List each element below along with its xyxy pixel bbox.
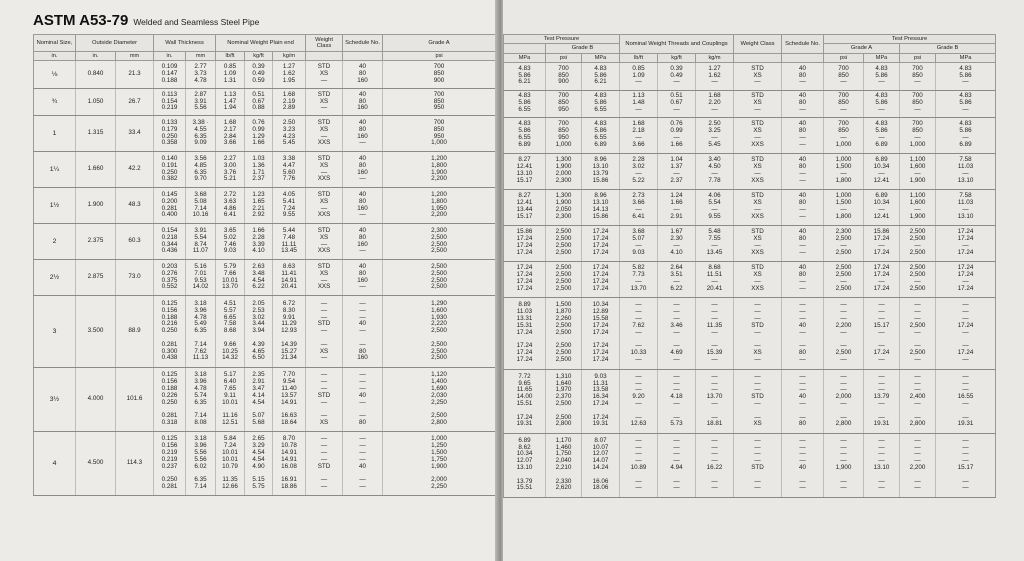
cell-size: 3	[34, 296, 76, 368]
cell-lbft: 1.13 1.47 1.94	[216, 89, 245, 116]
table-row	[34, 116, 496, 152]
unit-blank	[306, 52, 343, 61]
cell-grade-a-psi: 700 850 950	[383, 89, 496, 116]
cell-grade-b-mpa: — — — 17.24 — — 17.24 —	[936, 297, 996, 369]
cell-thread-lbft: 1.13 1.48 —	[620, 90, 658, 117]
unit-mm: mm	[116, 52, 154, 61]
cell-od-mm: 33.4	[116, 116, 154, 152]
cell-kgm: 1.27 1.62 1.95	[273, 61, 306, 89]
cell-lbft: 0.85 1.09 1.31	[216, 61, 245, 89]
unit-blank	[734, 53, 782, 62]
cell-grade-a-psi: — — — 2,200 — — 2,500 —	[824, 297, 864, 369]
table-row	[34, 296, 496, 368]
unit-blank	[782, 53, 824, 62]
cell-od-in: 1.050	[76, 89, 116, 116]
cell-schedule: 40 80 — —	[782, 225, 824, 261]
cell-thread-kgft: 0.76 0.99 — 1.66	[658, 117, 696, 153]
cell-grade-a-mpa: 6.89 10.34 — 12.41	[864, 153, 900, 189]
cell-od-in: 0.840	[76, 61, 116, 89]
header-grade-b: Grade B	[900, 44, 996, 53]
cell-schedule: 40 80 160 —	[343, 116, 383, 152]
cell-schedule: 40 80 160 —	[343, 224, 383, 260]
cell-schedule: — — — 40 — — 80	[343, 368, 383, 432]
cell-grade-b-mpa: 4.83 5.86 6.21	[582, 62, 620, 90]
cell-od-in: 3.500	[76, 296, 116, 368]
cell-grade-b-mpa: 17.24 17.24 17.24 17.24	[582, 261, 620, 297]
table-row	[34, 61, 496, 89]
cell-grade-b-mpa: 17.24 17.24 — 17.24	[936, 225, 996, 261]
subtitle-text: Welded and Seamless Steel Pipe	[133, 17, 260, 27]
unit-psi: psi	[546, 53, 582, 62]
cell-schedule: 40 80 — —	[782, 189, 824, 225]
cell-grade-b-psi: 700 850 —	[900, 62, 936, 90]
header-schedule: Schedule No.	[343, 35, 383, 52]
cell-schedule: 40 80 — —	[782, 117, 824, 153]
table-row	[504, 297, 996, 369]
cell-thread-kgft: 0.39 0.49 —	[658, 62, 696, 90]
cell-grade-b-psi: 2,500 2,500 2,500 2,500	[546, 225, 582, 261]
cell-kgft: 0.51 0.67 0.88	[245, 89, 273, 116]
cell-weight-class: STD XS —	[734, 62, 782, 90]
cell-grade-b-mpa: 4.83 5.86 —	[936, 90, 996, 117]
cell-thread-kgft: 1.04 1.37 — 2.37	[658, 153, 696, 189]
cell-grade-a-mpa: 4.83 5.86 —	[864, 62, 900, 90]
table-row	[504, 261, 996, 297]
table-row	[504, 117, 996, 153]
cell-wt-mm: 3.18 3.96 5.56 5.56 6.02 6.35 7.14	[186, 432, 216, 496]
cell-schedule: 40 80 160 —	[343, 260, 383, 296]
cell-wt-in: 0.145 0.200 0.281 0.400	[154, 188, 186, 224]
cell-grade-a-mpa: 8.27 12.41 13.10 15.17	[504, 153, 546, 189]
cell-kgft: 2.63 3.48 4.54 6.22	[245, 260, 273, 296]
cell-grade-a-mpa: 4.83 5.86 — 6.89	[864, 117, 900, 153]
cell-wt-mm: 5.16 7.01 9.53 14.02	[186, 260, 216, 296]
table-row	[504, 62, 996, 90]
cell-lbft: 5.17 6.40 7.65 9.11 10.01 11.16 12.51	[216, 368, 245, 432]
cell-thread-kgft: — — — 3.46 — — 4.69 —	[658, 297, 696, 369]
cell-grade-b-psi: — — — 2,400 — — 2,800	[900, 369, 936, 433]
cell-grade-b-psi: 2,500 2,500 — 2,500	[900, 261, 936, 297]
cell-wt-mm: 3.56 4.85 6.35 9.70	[186, 152, 216, 188]
cell-od-in: 2.375	[76, 224, 116, 260]
cell-grade-a-psi: 1,000 1,500 — 1,800	[824, 189, 864, 225]
cell-wt-mm: 2.77 3.73 4.78	[186, 61, 216, 89]
table-row	[34, 152, 496, 188]
cell-size: 2½	[34, 260, 76, 296]
cell-weight-class: STD XS — XXS	[734, 261, 782, 297]
cell-weight-class: STD XS — XXS	[306, 116, 343, 152]
header-weight-class: Weight Class	[306, 35, 343, 52]
cell-grade-b-mpa: 8.07 10.07 12.07 14.07 14.24 16.06 18.06	[582, 433, 620, 497]
cell-grade-a-psi: 700 850 900	[383, 61, 496, 89]
cell-grade-b-mpa: — — — — 15.17 — —	[936, 433, 996, 497]
cell-od-mm: 42.2	[116, 152, 154, 188]
cell-weight-class: — — — STD — — XS —	[306, 296, 343, 368]
cell-schedule: — — — 40 — — 80	[782, 369, 824, 433]
cell-wt-in: 0.203 0.276 0.375 0.552	[154, 260, 186, 296]
unit-in: in.	[34, 52, 76, 61]
cell-size: ¾	[34, 89, 76, 116]
cell-grade-b-mpa: 4.83 5.86 — 6.89	[936, 117, 996, 153]
cell-size: 1¼	[34, 152, 76, 188]
cell-size: 1	[34, 116, 76, 152]
cell-thread-kgm: 2.50 3.25 — 5.45	[696, 117, 734, 153]
cell-grade-a-mpa: 8.89 11.03 13.31 15.31 17.24 17.24 17.24 17.24	[504, 297, 546, 369]
cell-thread-kgft: — — — 4.18 — — 5.73	[658, 369, 696, 433]
right-page	[503, 0, 1024, 561]
right-table	[503, 34, 996, 498]
unit-in: in.	[154, 52, 186, 61]
cell-thread-lbft: 3.68 5.07 — 9.03	[620, 225, 658, 261]
header-grade-b: Grade B	[546, 44, 620, 53]
cell-grade-a-psi: 1,200 1,800 1,950 2,200	[383, 188, 496, 224]
header-test-pressure: Test Pressure	[504, 35, 620, 44]
cell-thread-kgft: 1.24 1.66 — 2.91	[658, 189, 696, 225]
cell-weight-class: STD XS — XXS	[734, 117, 782, 153]
cell-grade-a-psi: — — — 2,000 — — 2,800	[824, 369, 864, 433]
header-test-pressure: Test Pressure	[824, 35, 996, 44]
cell-size: 2	[34, 224, 76, 260]
cell-schedule: 40 80 160 —	[343, 152, 383, 188]
cell-od-mm: 60.3	[116, 224, 154, 260]
cell-thread-lbft: 2.28 3.02 — 5.22	[620, 153, 658, 189]
header-grade-a: Grade A	[824, 44, 900, 53]
cell-weight-class: — — — STD — — XS	[306, 368, 343, 432]
cell-weight-class: STD XS —	[306, 61, 343, 89]
table-row	[504, 433, 996, 497]
cell-grade-b-psi: 1,100 1,600 — 1,900	[900, 189, 936, 225]
title-text: ASTM A53-79	[33, 12, 129, 29]
cell-od-mm: 101.6	[116, 368, 154, 432]
cell-grade-b-psi: 1,500 1,870 2,260 2,500 2,500 2,500 2,500 2,500	[546, 297, 582, 369]
unit-lbft: lb/ft	[216, 52, 245, 61]
cell-grade-b-mpa: 4.83 5.86 6.55 6.89	[582, 117, 620, 153]
cell-weight-class: STD XS — XXS	[306, 260, 343, 296]
cell-size: 1½	[34, 188, 76, 224]
cell-grade-b-psi: 2,500 2,500 2,500 2,500	[546, 261, 582, 297]
cell-schedule: 40 80 —	[782, 62, 824, 90]
cell-grade-a-mpa: — — — 15.17 — — 17.24 —	[864, 297, 900, 369]
cell-lbft: 4.51 5.57 6.65 7.58 8.68 9.66 10.25 14.32	[216, 296, 245, 368]
cell-od-mm: 48.3	[116, 188, 154, 224]
unit-kgft: kg/ft	[245, 52, 273, 61]
cell-weight-class: STD XS —	[734, 90, 782, 117]
cell-grade-a-mpa: 8.27 12.41 13.44 15.17	[504, 189, 546, 225]
cell-kgm: 3.38 4.47 5.60 7.76	[273, 152, 306, 188]
cell-grade-b-psi: 1,170 1,460 1,750 2,040 2,210 2,330 2,620	[546, 433, 582, 497]
cell-od-mm: 114.3	[116, 432, 154, 496]
header-grade-a: Grade A	[383, 35, 496, 52]
cell-weight-class: STD XS — XXS	[734, 153, 782, 189]
cell-grade-b-psi: 2,500 2,500 — 2,500	[900, 225, 936, 261]
table-row	[34, 432, 496, 496]
table-row	[34, 188, 496, 224]
cell-od-mm: 73.0	[116, 260, 154, 296]
cell-grade-a-psi: — — — — 1,900 — —	[824, 433, 864, 497]
cell-od-in: 1.660	[76, 152, 116, 188]
cell-grade-b-psi: 700 850 950 1,000	[546, 117, 582, 153]
cell-od-in: 2.875	[76, 260, 116, 296]
cell-grade-a-mpa: 15.86 17.24 17.24 17.24	[504, 225, 546, 261]
unit-mpa: MPa	[504, 53, 546, 62]
cell-thread-lbft: — — — — 10.89 — —	[620, 433, 658, 497]
cell-kgm: 4.05 5.41 7.24 9.55	[273, 188, 306, 224]
cell-schedule: — — — 40 — — 80 —	[782, 297, 824, 369]
cell-od-mm: 21.3	[116, 61, 154, 89]
cell-thread-lbft: 5.82 7.73 — 13.70	[620, 261, 658, 297]
cell-od-mm: 88.9	[116, 296, 154, 368]
header-blank	[504, 44, 546, 53]
cell-grade-a-mpa: 6.89 8.62 10.34 12.07 13.10 13.79 15.51	[504, 433, 546, 497]
cell-grade-b-psi: 700 850 —	[900, 90, 936, 117]
cell-kgm: 8.70 10.78 14.91 14.91 16.08 16.91 18.86	[273, 432, 306, 496]
cell-wt-mm: 3.18 3.96 4.78 5.74 6.35 7.14 8.08	[186, 368, 216, 432]
cell-kgm: 5.44 7.48 11.11 13.45	[273, 224, 306, 260]
cell-od-mm: 26.7	[116, 89, 154, 116]
cell-kgft: 1.66 2.28 3.39 4.10	[245, 224, 273, 260]
table-row	[34, 224, 496, 260]
unit-kgm: kg/m	[273, 52, 306, 61]
header-nominal-weight-threads: Nominal Weight Threads and Couplings	[620, 35, 734, 54]
cell-grade-a-mpa: 4.83 5.86 6.55	[504, 90, 546, 117]
cell-grade-a-psi: 2,500 2,500 — 2,500	[824, 261, 864, 297]
cell-size: 3½	[34, 368, 76, 432]
cell-wt-in: 0.154 0.218 0.344 0.436	[154, 224, 186, 260]
cell-grade-a-psi: 700 850 — 1,000	[824, 117, 864, 153]
cell-grade-a-psi: 2,300 2,500 — 2,500	[824, 225, 864, 261]
cell-kgft: 1.03 1.36 1.71 2.37	[245, 152, 273, 188]
cell-wt-in: 0.113 0.154 0.219	[154, 89, 186, 116]
unit-psi: psi	[824, 53, 864, 62]
unit-kgm: kg/m	[696, 53, 734, 62]
cell-schedule: — — — — 40 — —	[782, 433, 824, 497]
cell-od-in: 4.500	[76, 432, 116, 496]
cell-thread-kgm: — — — 11.35 — — 15.39 —	[696, 297, 734, 369]
table-row	[504, 90, 996, 117]
header-schedule: Schedule No.	[782, 35, 824, 54]
cell-weight-class: — — — — STD — —	[734, 433, 782, 497]
cell-od-in: 1.315	[76, 116, 116, 152]
cell-kgft: 0.39 0.49 0.59	[245, 61, 273, 89]
cell-schedule: 40 80 — —	[782, 153, 824, 189]
cell-wt-in: 0.140 0.191 0.250 0.382	[154, 152, 186, 188]
cell-grade-b-mpa: 7.58 11.03 — 13.10	[936, 189, 996, 225]
cell-grade-b-mpa: 9.03 11.31 13.58 16.34 17.24 17.24 19.31	[582, 369, 620, 433]
cell-size: ⅛	[34, 61, 76, 89]
cell-thread-kgft: — — — — 4.94 — —	[658, 433, 696, 497]
cell-size: 4	[34, 432, 76, 496]
cell-grade-b-mpa: 8.96 13.10 13.79 15.86	[582, 153, 620, 189]
unit-mpa: MPa	[582, 53, 620, 62]
cell-schedule: 40 80 160	[343, 61, 383, 89]
cell-lbft: 2.72 3.63 4.86 6.41	[216, 188, 245, 224]
cell-grade-b-mpa: — — — 16.55 — — 19.31	[936, 369, 996, 433]
table-row	[34, 260, 496, 296]
cell-wt-in: 0.125 0.156 0.188 0.216 0.250 0.281 0.300 0.438	[154, 296, 186, 368]
unit-blank	[343, 52, 383, 61]
cell-grade-b-psi: 1,310 1,640 1,970 2,370 2,500 2,500 2,800	[546, 369, 582, 433]
cell-grade-a-mpa: 17.24 17.24 17.24 17.24	[504, 261, 546, 297]
header-wall-thickness: Wall Thickness	[154, 35, 216, 52]
table-row	[504, 225, 996, 261]
cell-grade-a-psi: 1,200 1,800 1,900 2,200	[383, 152, 496, 188]
left-page	[0, 0, 498, 561]
cell-thread-kgm: — — — 13.70 — — 18.81	[696, 369, 734, 433]
cell-thread-kgm: — — — — 16.22 — —	[696, 433, 734, 497]
cell-schedule: 40 80 —	[782, 90, 824, 117]
cell-wt-mm: 3.38 · 4.55 6.35 9.09	[186, 116, 216, 152]
cell-kgm: 1.68 2.19 2.89	[273, 89, 306, 116]
cell-grade-b-psi: — — — — 2,200 — —	[900, 433, 936, 497]
cell-weight-class: STD XS — XXS	[306, 188, 343, 224]
cell-thread-lbft: — — — 7.62 — — 10.33 —	[620, 297, 658, 369]
cell-kgm: 7.70 9.54 11.40 13.57 14.91 16.63 18.64	[273, 368, 306, 432]
cell-wt-in: 0.125 0.156 0.188 0.226 0.250 0.281 0.318	[154, 368, 186, 432]
cell-grade-b-mpa: 17.24 17.24 17.24 17.24	[582, 225, 620, 261]
page-title	[33, 12, 259, 30]
cell-grade-a-psi: 2,500 2,500 2,500 2,500	[383, 260, 496, 296]
table-row	[504, 189, 996, 225]
cell-lbft: 5.84 7.24 10.01 10.01 10.79 11.35 12.66	[216, 432, 245, 496]
cell-lbft: 3.65 5.02 7.46 9.03	[216, 224, 245, 260]
cell-grade-a-psi: 1,000 1,500 — 1,800	[824, 153, 864, 189]
cell-wt-in: 0.133 0.179 0.250 0.358	[154, 116, 186, 152]
table-row	[34, 368, 496, 432]
cell-lbft: 5.79 7.66 10.01 13.70	[216, 260, 245, 296]
cell-weight-class: STD XS — XXS	[306, 152, 343, 188]
cell-weight-class: STD XS —	[306, 89, 343, 116]
cell-weight-class: STD XS — XXS	[734, 225, 782, 261]
cell-grade-a-psi: 1,000 1,250 1,500 1,750 1,900 2,000 2,250	[383, 432, 496, 496]
cell-grade-b-mpa: 17.24 17.24 — 17.24	[936, 261, 996, 297]
unit-kgft: kg/ft	[658, 53, 696, 62]
header-weight-class: Weight Class	[734, 35, 782, 54]
table-row	[34, 89, 496, 116]
cell-lbft: 2.27 3.00 3.76 5.21	[216, 152, 245, 188]
left-table	[33, 34, 496, 496]
cell-grade-b-psi: 1,300 1,900 2,000 2,300	[546, 153, 582, 189]
cell-weight-class: STD XS — XXS	[734, 189, 782, 225]
cell-grade-b-psi: — — — 2,500 — — 2,500 —	[900, 297, 936, 369]
header-nominal-weight: Nominal Weight Plain end	[216, 35, 306, 52]
cell-wt-mm: 3.18 3.96 4.78 5.49 6.35 7.14 7.62 11.13	[186, 296, 216, 368]
table-row	[504, 153, 996, 189]
cell-grade-a-mpa: 6.89 10.34 — 12.41	[864, 189, 900, 225]
header-outside-diameter: Outside Diameter	[76, 35, 154, 52]
cell-grade-b-psi: 700 850 950	[546, 90, 582, 117]
cell-thread-lbft: 2.73 3.66 — 6.41	[620, 189, 658, 225]
cell-weight-class: — — — STD — — XS —	[734, 297, 782, 369]
cell-grade-b-psi: 700 850 900	[546, 62, 582, 90]
cell-thread-kgft: 1.67 2.30 — 4.10	[658, 225, 696, 261]
cell-kgft: 0.76 0.99 1.29 1.66	[245, 116, 273, 152]
cell-wt-mm: 2.87 3.91 5.56	[186, 89, 216, 116]
cell-wt-mm: 3.68 5.08 7.14 10.16	[186, 188, 216, 224]
cell-thread-kgft: 0.51 0.67 —	[658, 90, 696, 117]
cell-thread-kgm: 1.27 1.62 —	[696, 62, 734, 90]
cell-grade-a-mpa: — — — — 13.10 — —	[864, 433, 900, 497]
cell-kgm: 6.72 8.30 9.91 11.29 12.93 14.39 15.27 21.34	[273, 296, 306, 368]
cell-schedule: 40 80 — —	[782, 261, 824, 297]
unit-mm: mm	[186, 52, 216, 61]
cell-wt-mm: 3.91 5.54 8.74 11.07	[186, 224, 216, 260]
cell-grade-a-mpa: 17.24 17.24 — 17.24	[864, 261, 900, 297]
cell-od-in: 1.900	[76, 188, 116, 224]
cell-thread-lbft: 1.68 2.18 — 3.66	[620, 117, 658, 153]
cell-grade-b-mpa: 10.34 12.89 15.58 17.24 17.24 17.24 17.24 17.24	[582, 297, 620, 369]
cell-grade-b-psi: 1,100 1,600 — 1,900	[900, 153, 936, 189]
cell-thread-lbft: — — — 9.20 — — 12.63	[620, 369, 658, 433]
cell-weight-class: — — — STD — — XS	[734, 369, 782, 433]
cell-schedule: — — — — 40 — —	[343, 432, 383, 496]
cell-schedule: 40 80 160	[343, 89, 383, 116]
cell-thread-kgm: 5.48 7.55 — 13.45	[696, 225, 734, 261]
cell-grade-a-mpa: 4.83 5.86 6.21	[504, 62, 546, 90]
cell-grade-b-mpa: 7.58 11.03 — 13.10	[936, 153, 996, 189]
cell-thread-kgft: 2.64 3.51 — 6.22	[658, 261, 696, 297]
unit-mpa: MPa	[936, 53, 996, 62]
cell-kgft: 2.65 3.29 4.54 4.54 4.90 5.15 5.75	[245, 432, 273, 496]
cell-grade-a-psi: 1,120 1,400 1,690 2,030 2,250 2,500 2,800	[383, 368, 496, 432]
cell-grade-a-psi: 1,290 1,600 1,930 2,220 2,500 2,500 2,500 2,500	[383, 296, 496, 368]
cell-od-in: 4.000	[76, 368, 116, 432]
cell-thread-kgm: 8.68 11.51 — 20.41	[696, 261, 734, 297]
cell-grade-b-mpa: 4.83 5.86 6.55	[582, 90, 620, 117]
cell-grade-a-mpa: 4.83 5.86 6.55 6.89	[504, 117, 546, 153]
unit-lbft: lb/ft	[620, 53, 658, 62]
unit-psi: psi	[383, 52, 496, 61]
cell-schedule: — — — 40 — — 80 160	[343, 296, 383, 368]
cell-kgft: 1.23 1.65 2.21 2.92	[245, 188, 273, 224]
cell-thread-kgm: 3.40 4.50 — 7.78	[696, 153, 734, 189]
cell-grade-a-mpa: 4.83 5.86 —	[864, 90, 900, 117]
cell-grade-a-psi: 700 850 —	[824, 90, 864, 117]
cell-kgft: 2.35 2.91 3.47 4.14 4.54 5.07 5.68	[245, 368, 273, 432]
cell-thread-kgm: 1.68 2.20 —	[696, 90, 734, 117]
cell-kgm: 2.50 3.23 4.23 5.45	[273, 116, 306, 152]
cell-grade-a-psi: 2,300 2,500 2,500 2,500	[383, 224, 496, 260]
cell-grade-a-psi: 700 850 —	[824, 62, 864, 90]
cell-thread-lbft: 0.85 1.09 —	[620, 62, 658, 90]
cell-weight-class: — — — — STD — —	[306, 432, 343, 496]
table-row	[504, 369, 996, 433]
header-nominal-size: Nominal Size,	[34, 35, 76, 52]
cell-grade-b-psi: 700 850 — 1,000	[900, 117, 936, 153]
cell-kgm: 8.63 11.41 14.91 20.41	[273, 260, 306, 296]
cell-weight-class: STD XS — XXS	[306, 224, 343, 260]
cell-grade-a-psi: 700 850 950 1,000	[383, 116, 496, 152]
cell-grade-b-psi: 1,300 1,900 2,050 2,300	[546, 189, 582, 225]
cell-kgft: 2.05 2.53 3.02 3.44 3.94 4.39 4.65 6.50	[245, 296, 273, 368]
cell-schedule: 40 80 160 —	[343, 188, 383, 224]
cell-thread-kgm: 4.06 5.54 — 9.55	[696, 189, 734, 225]
unit-psi: psi	[900, 53, 936, 62]
unit-in: in.	[76, 52, 116, 61]
unit-mpa: MPa	[864, 53, 900, 62]
cell-wt-in: 0.125 0.156 0.219 0.219 0.237 0.250 0.281	[154, 432, 186, 496]
cell-grade-a-mpa: 15.86 17.24 — 17.24	[864, 225, 900, 261]
cell-grade-b-mpa: 8.96 13.10 14.13 15.86	[582, 189, 620, 225]
cell-grade-a-mpa: 7.72 9.65 11.65 14.00 15.51 17.24 19.31	[504, 369, 546, 433]
cell-lbft: 1.68 2.17 2.84 3.66	[216, 116, 245, 152]
cell-wt-in: 0.109 0.147 0.188	[154, 61, 186, 89]
cell-grade-a-mpa: — — — 13.79 — — 19.31	[864, 369, 900, 433]
cell-grade-b-mpa: 4.83 5.86 —	[936, 62, 996, 90]
